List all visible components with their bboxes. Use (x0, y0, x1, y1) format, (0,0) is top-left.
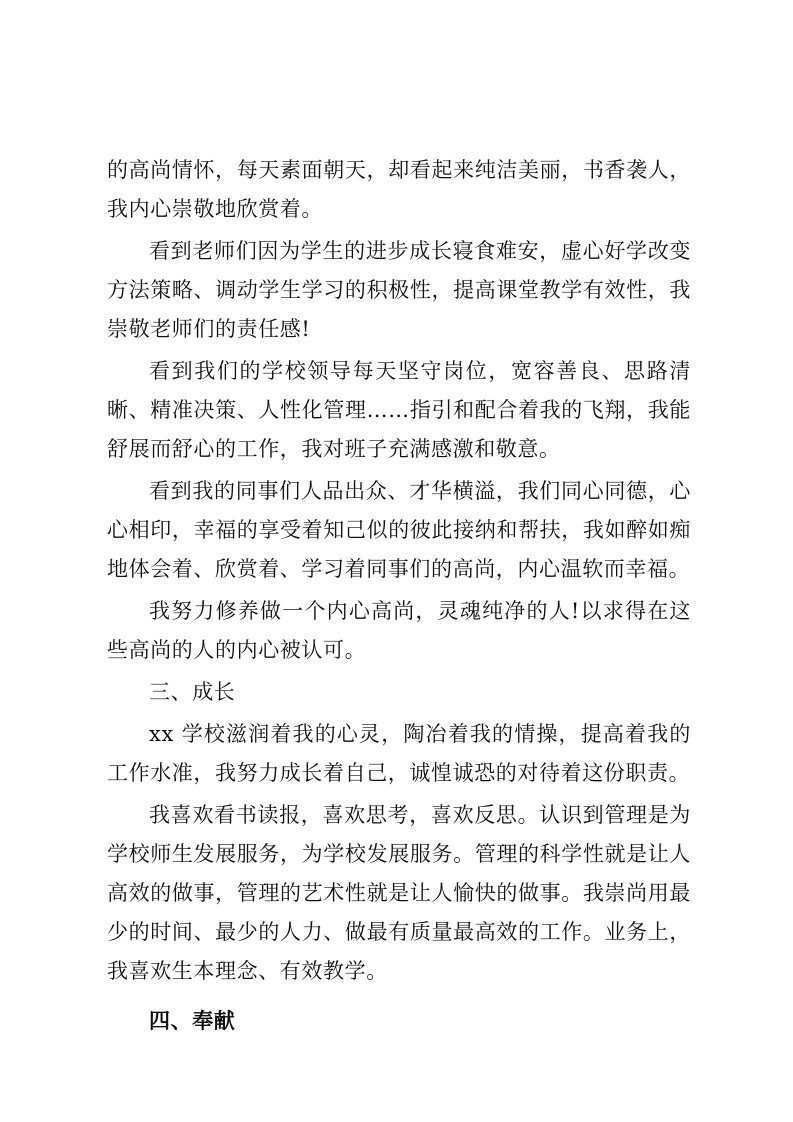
paragraph-3: 看到我们的学校领导每天坚守岗位，宽容善良、思路清晰、精准决策、人性化管理……指引和配合着我的飞翔，我能舒展而舒心的工作，我对班子充满感激和敬意。 (107, 359, 691, 461)
section-heading-dedication: 四、奉献 (149, 1008, 236, 1033)
paragraph-2: 看到老师们因为学生的进步成长寝食难安，虚心好学改变方法策略、调动学生学习的积极性，提高课堂教学有效性，我崇敬老师们的责任感! (107, 239, 691, 341)
paragraph-1: 的高尚情怀，每天素面朝天，却看起来纯洁美丽，书香袭人，我内心崇敬地欣赏着。 (107, 158, 691, 221)
document-body (107, 151, 691, 1043)
paragraph-7: 我喜欢看书读报，喜欢思考，喜欢反思。认识到管理是为学校师生发展服务，为学校发展服务。管理的科学性就是让人高效的做事，管理的艺术性就是让人愉快的做事。我崇尚用最少的时间、最少的人力、做最有质量最高效的工作。业务上，我喜欢生本理念、有效教学。 (107, 803, 691, 983)
paragraph-6: xx 学校滋润着我的心灵，陶冶着我的情操，提高着我的工作水准，我努力成长着自己，诚惶诚恐的对待着这份职责。 (107, 722, 691, 785)
section-heading-growth: 三、成长 (149, 680, 236, 704)
paragraph-5: 我努力修养做一个内心高尚，灵魂纯净的人!以求得在这些高尚的人的内心被认可。 (107, 599, 691, 662)
paragraph-4: 看到我的同事们人品出众、才华横溢，我们同心同德，心心相印，幸福的享受着知己似的彼此接纳和帮扶，我如醉如痴地体会着、欣赏着、学习着同事们的高尚，内心温软而幸福。 (107, 479, 691, 581)
